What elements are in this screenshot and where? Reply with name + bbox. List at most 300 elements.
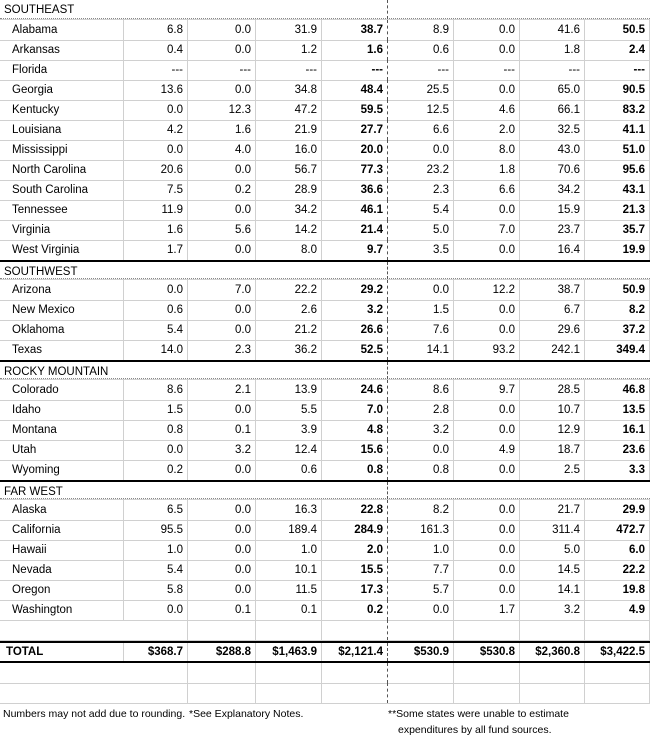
table-cell: 0.2 bbox=[124, 460, 188, 480]
table-cell: 5.0 bbox=[520, 540, 585, 560]
empty-cell bbox=[585, 683, 650, 703]
table-cell: 0.0 bbox=[188, 580, 256, 600]
table-cell: 14.2 bbox=[256, 220, 322, 240]
table-cell: 0.0 bbox=[454, 500, 520, 520]
state-name: Colorado bbox=[0, 380, 124, 400]
state-name: Arkansas bbox=[0, 40, 124, 60]
column-separator bbox=[387, 0, 388, 19]
table-cell: 242.1 bbox=[520, 340, 585, 360]
table-cell: --- bbox=[388, 60, 454, 80]
table-cell: 20.0 bbox=[322, 140, 388, 160]
table-cell: 32.5 bbox=[520, 120, 585, 140]
state-name: Washington bbox=[0, 600, 124, 620]
table-cell: 8.2 bbox=[585, 300, 650, 320]
table-cell: 2.0 bbox=[454, 120, 520, 140]
table-cell: 4.2 bbox=[124, 120, 188, 140]
empty-cell bbox=[520, 663, 585, 683]
table-cell: 0.0 bbox=[124, 140, 188, 160]
state-name: South Carolina bbox=[0, 180, 124, 200]
table-cell: 0.2 bbox=[188, 180, 256, 200]
state-name: California bbox=[0, 520, 124, 540]
table-cell: 65.0 bbox=[520, 80, 585, 100]
region-header bbox=[0, 360, 650, 380]
region-divider bbox=[0, 18, 650, 19]
table-cell: 1.7 bbox=[454, 600, 520, 620]
footnote-estimate-line1: **Some states were unable to estimate bbox=[388, 708, 569, 720]
table-cell: 0.0 bbox=[188, 460, 256, 480]
table-cell: 3.5 bbox=[388, 240, 454, 260]
table-cell: 349.4 bbox=[585, 340, 650, 360]
table-cell: 4.9 bbox=[454, 440, 520, 460]
table-cell: 34.8 bbox=[256, 80, 322, 100]
table-cell: 0.0 bbox=[454, 400, 520, 420]
table-cell: 25.5 bbox=[388, 80, 454, 100]
table-cell: 24.6 bbox=[322, 380, 388, 400]
table-cell: 1.0 bbox=[256, 540, 322, 560]
table-row bbox=[0, 240, 650, 261]
table-cell: 0.0 bbox=[188, 200, 256, 220]
table-cell: --- bbox=[520, 60, 585, 80]
table-row bbox=[0, 200, 650, 221]
table-cell: 46.1 bbox=[322, 200, 388, 220]
table-cell: 0.6 bbox=[124, 300, 188, 320]
table-cell: 6.6 bbox=[388, 120, 454, 140]
table-cell: 14.1 bbox=[520, 580, 585, 600]
table-cell: --- bbox=[454, 60, 520, 80]
table-cell: 2.8 bbox=[388, 400, 454, 420]
table-cell: 34.2 bbox=[256, 200, 322, 220]
table-cell: 0.0 bbox=[454, 40, 520, 60]
state-name: Oregon bbox=[0, 580, 124, 600]
table-cell: 77.3 bbox=[322, 160, 388, 180]
table-cell: 5.8 bbox=[124, 580, 188, 600]
table-cell: 11.5 bbox=[256, 580, 322, 600]
table-row bbox=[0, 460, 650, 481]
table-row bbox=[0, 220, 650, 241]
table-cell: 38.7 bbox=[322, 20, 388, 40]
region-header bbox=[0, 260, 650, 280]
column-separator bbox=[387, 262, 388, 279]
table-cell: 36.2 bbox=[256, 340, 322, 360]
table-cell: 90.5 bbox=[585, 80, 650, 100]
total-row bbox=[0, 641, 650, 663]
table-cell: 11.9 bbox=[124, 200, 188, 220]
table-cell: 46.8 bbox=[585, 380, 650, 400]
region-header bbox=[0, 480, 650, 500]
table-row bbox=[0, 420, 650, 441]
table-cell: 23.2 bbox=[388, 160, 454, 180]
table-cell: --- bbox=[322, 60, 388, 80]
table-cell: 0.0 bbox=[454, 300, 520, 320]
table-cell: 15.5 bbox=[322, 560, 388, 580]
region-name: FAR WEST bbox=[4, 486, 63, 498]
region-divider bbox=[0, 378, 650, 379]
table-cell: 0.8 bbox=[388, 460, 454, 480]
table-cell: 6.6 bbox=[454, 180, 520, 200]
table-row bbox=[0, 560, 650, 581]
table-cell: 35.7 bbox=[585, 220, 650, 240]
state-name: Montana bbox=[0, 420, 124, 440]
table-cell: 93.2 bbox=[454, 340, 520, 360]
empty-cell bbox=[256, 683, 322, 703]
table-cell: 27.7 bbox=[322, 120, 388, 140]
table-cell: 0.0 bbox=[124, 440, 188, 460]
table-row bbox=[0, 60, 650, 81]
table-cell: 8.2 bbox=[388, 500, 454, 520]
region-divider bbox=[0, 278, 650, 279]
empty-cell bbox=[388, 683, 454, 703]
empty-cell bbox=[454, 663, 520, 683]
table-cell: 4.8 bbox=[322, 420, 388, 440]
table-row bbox=[0, 40, 650, 61]
table-cell: 19.9 bbox=[585, 240, 650, 260]
table-cell: 5.4 bbox=[124, 560, 188, 580]
empty-cell bbox=[388, 663, 454, 683]
table-cell: 3.9 bbox=[256, 420, 322, 440]
empty-cell bbox=[585, 620, 650, 640]
table-cell: 0.0 bbox=[454, 200, 520, 220]
table-cell: 21.4 bbox=[322, 220, 388, 240]
empty-cell bbox=[188, 683, 256, 703]
empty-cell bbox=[520, 683, 585, 703]
table-cell: 6.0 bbox=[585, 540, 650, 560]
table-cell: 2.4 bbox=[585, 40, 650, 60]
table-cell: $530.8 bbox=[454, 643, 520, 661]
state-name: Hawaii bbox=[0, 540, 124, 560]
table-cell: 12.4 bbox=[256, 440, 322, 460]
region-divider bbox=[0, 498, 650, 499]
state-name: Virginia bbox=[0, 220, 124, 240]
table-cell: 0.2 bbox=[322, 600, 388, 620]
table-cell: 284.9 bbox=[322, 520, 388, 540]
table-cell: 0.0 bbox=[124, 600, 188, 620]
table-cell: 16.1 bbox=[585, 420, 650, 440]
state-name: Oklahoma bbox=[0, 320, 124, 340]
table-row bbox=[0, 500, 650, 521]
table-cell: 0.0 bbox=[454, 320, 520, 340]
table-cell: 1.0 bbox=[124, 540, 188, 560]
table-cell: 5.4 bbox=[388, 200, 454, 220]
table-cell: 50.5 bbox=[585, 20, 650, 40]
table-cell: 95.5 bbox=[124, 520, 188, 540]
table-row bbox=[0, 280, 650, 301]
table-cell: 16.0 bbox=[256, 140, 322, 160]
table-cell: 311.4 bbox=[520, 520, 585, 540]
footnote-explanatory: *See Explanatory Notes. bbox=[189, 708, 304, 720]
table-cell: 10.7 bbox=[520, 400, 585, 420]
table-cell: 0.8 bbox=[124, 420, 188, 440]
table-cell: 5.6 bbox=[188, 220, 256, 240]
table-cell: 31.9 bbox=[256, 20, 322, 40]
empty-cell bbox=[585, 663, 650, 683]
table-cell: 1.8 bbox=[520, 40, 585, 60]
table-cell: 1.8 bbox=[454, 160, 520, 180]
table-cell: 0.0 bbox=[454, 460, 520, 480]
table-cell: 21.9 bbox=[256, 120, 322, 140]
table-cell: 1.6 bbox=[322, 40, 388, 60]
empty-cell bbox=[322, 663, 388, 683]
table-cell: 41.6 bbox=[520, 20, 585, 40]
table-cell: 26.6 bbox=[322, 320, 388, 340]
table-row bbox=[0, 320, 650, 341]
table-cell: --- bbox=[188, 60, 256, 80]
table-cell: 28.5 bbox=[520, 380, 585, 400]
table-cell: 14.1 bbox=[388, 340, 454, 360]
table-cell: 1.7 bbox=[124, 240, 188, 260]
table-row bbox=[0, 160, 650, 181]
table-cell: 0.0 bbox=[454, 240, 520, 260]
table-cell: 15.6 bbox=[322, 440, 388, 460]
table-cell: 8.9 bbox=[388, 20, 454, 40]
table-cell: 161.3 bbox=[388, 520, 454, 540]
table-cell: 0.0 bbox=[388, 600, 454, 620]
table-cell: 22.2 bbox=[585, 560, 650, 580]
state-name: Idaho bbox=[0, 400, 124, 420]
state-name: Louisiana bbox=[0, 120, 124, 140]
table-row bbox=[0, 600, 650, 621]
region-name: ROCKY MOUNTAIN bbox=[4, 366, 109, 378]
table-cell: 18.7 bbox=[520, 440, 585, 460]
table-cell: 52.5 bbox=[322, 340, 388, 360]
table-cell: 22.8 bbox=[322, 500, 388, 520]
table-cell: 12.9 bbox=[520, 420, 585, 440]
table-cell: 6.8 bbox=[124, 20, 188, 40]
region-header bbox=[0, 0, 650, 20]
table-cell: 43.1 bbox=[585, 180, 650, 200]
table-cell: 29.2 bbox=[322, 280, 388, 300]
table-cell: 2.0 bbox=[322, 540, 388, 560]
table-cell: 0.0 bbox=[188, 500, 256, 520]
empty-cell bbox=[388, 620, 454, 640]
table-cell: 7.7 bbox=[388, 560, 454, 580]
table-cell: 0.0 bbox=[454, 20, 520, 40]
table-cell: 16.3 bbox=[256, 500, 322, 520]
table-row bbox=[0, 520, 650, 541]
table-cell: $2,121.4 bbox=[322, 643, 388, 661]
table-cell: 0.6 bbox=[256, 460, 322, 480]
table-cell: --- bbox=[124, 60, 188, 80]
table-cell: 1.2 bbox=[256, 40, 322, 60]
empty-cell bbox=[124, 683, 188, 703]
table-cell: 0.0 bbox=[454, 420, 520, 440]
state-name: Texas bbox=[0, 340, 124, 360]
table-cell: 23.7 bbox=[520, 220, 585, 240]
table-cell: 12.5 bbox=[388, 100, 454, 120]
table-cell: 0.1 bbox=[188, 420, 256, 440]
table-cell: 4.6 bbox=[454, 100, 520, 120]
table-cell: 1.5 bbox=[388, 300, 454, 320]
table-cell: 9.7 bbox=[454, 380, 520, 400]
table-cell: --- bbox=[256, 60, 322, 80]
table-row bbox=[0, 580, 650, 601]
table-cell: 0.0 bbox=[454, 540, 520, 560]
table-row bbox=[0, 540, 650, 561]
state-name: Nevada bbox=[0, 560, 124, 580]
table-cell: 0.0 bbox=[188, 300, 256, 320]
state-name: Mississippi bbox=[0, 140, 124, 160]
table-cell: 0.0 bbox=[188, 80, 256, 100]
footnote-rounding: Numbers may not add due to rounding. bbox=[3, 708, 186, 720]
table-cell: 28.9 bbox=[256, 180, 322, 200]
table-cell: $288.8 bbox=[188, 643, 256, 661]
table-cell: 1.6 bbox=[124, 220, 188, 240]
table-cell: 7.0 bbox=[188, 280, 256, 300]
table-cell: 59.5 bbox=[322, 100, 388, 120]
table-cell: 8.0 bbox=[256, 240, 322, 260]
table-cell: 2.6 bbox=[256, 300, 322, 320]
state-name: North Carolina bbox=[0, 160, 124, 180]
table-cell: 2.3 bbox=[388, 180, 454, 200]
state-name: Alaska bbox=[0, 500, 124, 520]
table-cell: 3.2 bbox=[520, 600, 585, 620]
table-cell: 3.2 bbox=[188, 440, 256, 460]
table-cell: 189.4 bbox=[256, 520, 322, 540]
table-cell: 6.5 bbox=[124, 500, 188, 520]
table-cell: 7.0 bbox=[454, 220, 520, 240]
table-cell: 50.9 bbox=[585, 280, 650, 300]
table-row bbox=[0, 120, 650, 141]
empty-row bbox=[0, 620, 650, 641]
table-cell: 14.5 bbox=[520, 560, 585, 580]
table-cell: 0.0 bbox=[188, 240, 256, 260]
table-cell: 23.6 bbox=[585, 440, 650, 460]
table-cell: 0.0 bbox=[188, 320, 256, 340]
empty-cell bbox=[124, 663, 188, 683]
table-cell: 12.3 bbox=[188, 100, 256, 120]
table-cell: 7.6 bbox=[388, 320, 454, 340]
table-cell: 0.0 bbox=[454, 80, 520, 100]
table-cell: 12.2 bbox=[454, 280, 520, 300]
table-cell: 6.7 bbox=[520, 300, 585, 320]
footnote-estimate-line2: expenditures by all fund sources. bbox=[398, 724, 552, 736]
column-separator bbox=[387, 482, 388, 499]
table-row bbox=[0, 20, 650, 41]
empty-cell bbox=[188, 663, 256, 683]
table-row bbox=[0, 380, 650, 401]
table-cell: 13.5 bbox=[585, 400, 650, 420]
empty-cell bbox=[322, 683, 388, 703]
table-cell: 0.1 bbox=[256, 600, 322, 620]
table-cell: 8.6 bbox=[124, 380, 188, 400]
table-cell: 0.0 bbox=[388, 140, 454, 160]
empty-cell bbox=[454, 683, 520, 703]
table-cell: 0.6 bbox=[388, 40, 454, 60]
table-cell: 0.0 bbox=[188, 540, 256, 560]
state-name: West Virginia bbox=[0, 240, 124, 260]
state-name: Florida bbox=[0, 60, 124, 80]
table-cell: 16.4 bbox=[520, 240, 585, 260]
table-cell: 7.0 bbox=[322, 400, 388, 420]
table-cell: 38.7 bbox=[520, 280, 585, 300]
table-cell: 48.4 bbox=[322, 80, 388, 100]
table-cell: 83.2 bbox=[585, 100, 650, 120]
table-cell: 21.2 bbox=[256, 320, 322, 340]
empty-cell bbox=[188, 620, 256, 640]
table-cell: 10.1 bbox=[256, 560, 322, 580]
table-cell: 1.6 bbox=[188, 120, 256, 140]
table-cell: 2.1 bbox=[188, 380, 256, 400]
table-row bbox=[0, 100, 650, 121]
table-cell: 51.0 bbox=[585, 140, 650, 160]
table-cell: $1,463.9 bbox=[256, 643, 322, 661]
table-cell: 20.6 bbox=[124, 160, 188, 180]
column-separator bbox=[387, 362, 388, 379]
table-cell: 0.0 bbox=[454, 580, 520, 600]
table-cell: 8.0 bbox=[454, 140, 520, 160]
empty-cell bbox=[322, 620, 388, 640]
table-cell: 2.5 bbox=[520, 460, 585, 480]
table-cell: 9.7 bbox=[322, 240, 388, 260]
table-cell: 0.0 bbox=[188, 560, 256, 580]
table-cell: $368.7 bbox=[124, 643, 188, 661]
table-cell: 13.9 bbox=[256, 380, 322, 400]
table-cell: 5.0 bbox=[388, 220, 454, 240]
table-cell: 4.0 bbox=[188, 140, 256, 160]
table-cell: 0.1 bbox=[188, 600, 256, 620]
table-cell: 2.3 bbox=[188, 340, 256, 360]
table-cell: 29.9 bbox=[585, 500, 650, 520]
table-cell: 0.0 bbox=[188, 160, 256, 180]
table-cell: 0.0 bbox=[124, 280, 188, 300]
table-cell: 0.0 bbox=[188, 40, 256, 60]
table-cell: $2,360.8 bbox=[520, 643, 585, 661]
table-cell: 41.1 bbox=[585, 120, 650, 140]
state-name: Tennessee bbox=[0, 200, 124, 220]
table-cell: 47.2 bbox=[256, 100, 322, 120]
empty-row bbox=[0, 683, 650, 704]
table-cell: --- bbox=[585, 60, 650, 80]
table-cell: 472.7 bbox=[585, 520, 650, 540]
table-row bbox=[0, 400, 650, 421]
state-name: Utah bbox=[0, 440, 124, 460]
table-cell: 37.2 bbox=[585, 320, 650, 340]
table-cell: 15.9 bbox=[520, 200, 585, 220]
table-cell: 8.6 bbox=[388, 380, 454, 400]
table-cell: 1.0 bbox=[388, 540, 454, 560]
table-cell: 3.2 bbox=[388, 420, 454, 440]
table-cell: 43.0 bbox=[520, 140, 585, 160]
table-cell: 0.0 bbox=[124, 100, 188, 120]
table-cell: $3,422.5 bbox=[585, 643, 650, 661]
table-row bbox=[0, 300, 650, 321]
table-cell: 3.2 bbox=[322, 300, 388, 320]
empty-cell bbox=[454, 620, 520, 640]
table-cell: 70.6 bbox=[520, 160, 585, 180]
table-cell: 0.4 bbox=[124, 40, 188, 60]
table-cell: 66.1 bbox=[520, 100, 585, 120]
table-row bbox=[0, 80, 650, 101]
empty-cell bbox=[256, 663, 322, 683]
table-cell: 4.9 bbox=[585, 600, 650, 620]
table-cell: 14.0 bbox=[124, 340, 188, 360]
table-cell: 21.3 bbox=[585, 200, 650, 220]
table-cell: 0.0 bbox=[388, 440, 454, 460]
table-cell: 3.3 bbox=[585, 460, 650, 480]
table-cell: 29.6 bbox=[520, 320, 585, 340]
table-cell: 1.5 bbox=[124, 400, 188, 420]
state-name: Wyoming bbox=[0, 460, 124, 480]
table-cell: $530.9 bbox=[388, 643, 454, 661]
state-name: Alabama bbox=[0, 20, 124, 40]
state-name: Georgia bbox=[0, 80, 124, 100]
table-cell: 19.8 bbox=[585, 580, 650, 600]
region-name: SOUTHWEST bbox=[4, 266, 78, 278]
table-cell: 5.4 bbox=[124, 320, 188, 340]
empty-cell bbox=[520, 620, 585, 640]
table-cell: 7.5 bbox=[124, 180, 188, 200]
total-label: TOTAL bbox=[0, 643, 124, 661]
empty-row bbox=[0, 663, 650, 684]
